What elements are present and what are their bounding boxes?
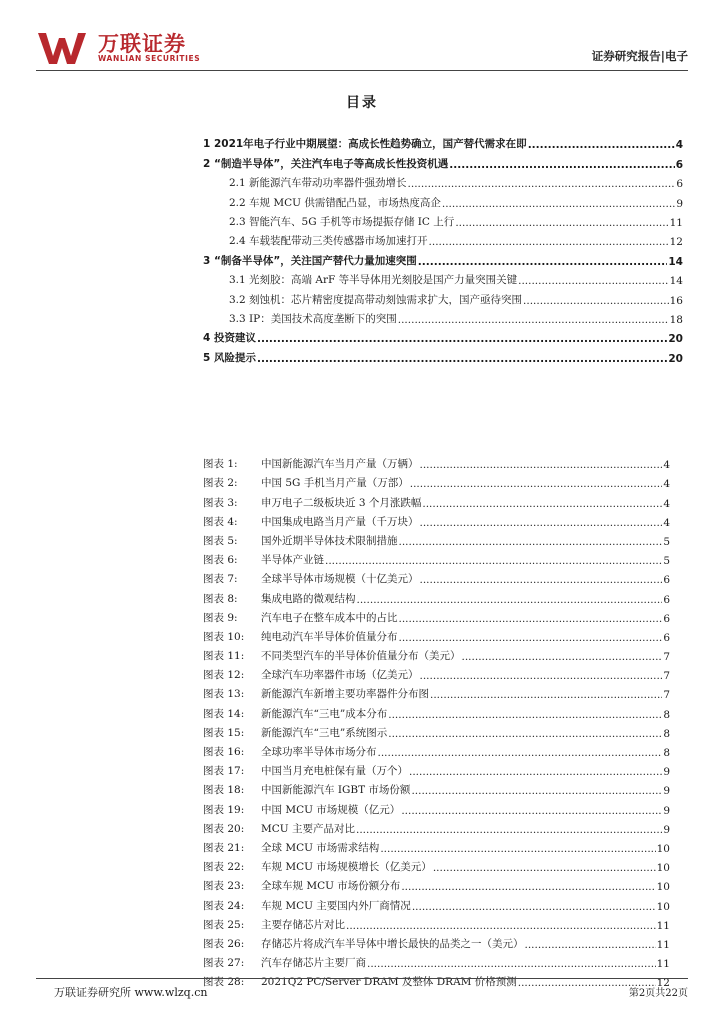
toc-leader-dots <box>455 217 668 229</box>
toc-entry-page: 14 <box>668 255 683 268</box>
figure-entry[interactable] <box>203 759 670 778</box>
figure-label: 图表 8: <box>203 592 238 605</box>
figure-page: 10 <box>656 881 670 894</box>
toc-entry-page: 20 <box>668 352 683 365</box>
figure-page: 8 <box>663 727 670 740</box>
figure-label: 图表 2: <box>203 477 238 490</box>
toc-entry-page: 20 <box>668 333 683 346</box>
figure-leader-dots <box>411 785 662 797</box>
toc-entry[interactable] <box>203 151 683 170</box>
toc-entry[interactable] <box>203 210 683 229</box>
figure-leader-dots <box>420 670 663 682</box>
footer-publisher: 万联证券研究所 www.wlzq.cn <box>54 986 208 999</box>
figure-title: 新能源汽车“三电”系统图示 <box>261 726 388 739</box>
figure-title: 纯电动汽车半导体价值量分布 <box>261 630 398 643</box>
figure-leader-dots <box>462 651 663 663</box>
figure-label: 图表 27: <box>203 957 245 970</box>
figure-title: 全球半导体市场规模（十亿美元） <box>261 573 419 586</box>
figure-title: 集成电路的微观结构 <box>261 592 356 605</box>
toc-entry-page: 18 <box>669 313 683 326</box>
figure-leader-dots <box>399 613 663 625</box>
figure-entry[interactable] <box>203 778 670 797</box>
toc-entry[interactable] <box>203 132 683 151</box>
figure-label: 图表 17: <box>203 765 245 778</box>
figure-entry[interactable] <box>203 682 670 701</box>
toc-entry-title: 2.3 智能汽车、5G 手机等市场提振存储 IC 上行 <box>229 215 455 228</box>
figure-entry[interactable] <box>203 855 670 874</box>
figure-leader-dots <box>380 843 655 855</box>
toc-entry-title: 4 投资建议 <box>203 332 256 345</box>
toc-leader-dots <box>442 198 675 210</box>
toc-entry-page: 12 <box>669 236 683 249</box>
figure-entry[interactable] <box>203 490 670 509</box>
figure-label: 图表 16: <box>203 746 245 758</box>
figure-leader-dots <box>346 920 656 932</box>
figure-page: 7 <box>663 670 670 683</box>
toc-leader-dots <box>418 256 668 268</box>
toc-leader-dots <box>257 353 667 365</box>
figure-page: 9 <box>663 766 670 779</box>
figure-label: 图表 25: <box>203 918 245 931</box>
figure-label: 图表 6: <box>203 554 238 567</box>
figure-entry[interactable] <box>203 471 670 490</box>
toc-leader-dots <box>398 314 669 326</box>
toc-entry-title: 2.1 新能源汽车带动功率器件强劲增长 <box>229 177 407 190</box>
figure-entry[interactable] <box>203 567 670 586</box>
figure-entry[interactable] <box>203 663 670 682</box>
report-type: 证券研究报告|电子 <box>591 49 688 63</box>
figure-leader-dots <box>367 958 656 970</box>
figure-label: 图表 7: <box>203 573 238 586</box>
figure-page: 11 <box>656 919 670 932</box>
toc-entry-page: 4 <box>675 139 683 152</box>
figure-leader-dots <box>410 478 663 490</box>
figure-entry[interactable] <box>203 510 670 529</box>
figure-page: 12 <box>656 977 670 990</box>
toc-leader-dots <box>523 295 669 307</box>
figure-leader-dots <box>399 632 663 644</box>
figure-title: 中国新能源汽车当月产量（万辆） <box>261 458 419 471</box>
toc-entry-title: 2 “制造半导体”，关注汽车电子等高成长性投资机遇 <box>203 157 449 170</box>
toc-entry[interactable] <box>203 287 683 306</box>
toc-entry[interactable] <box>203 229 683 248</box>
toc-leader-dots <box>528 139 675 151</box>
figure-page: 6 <box>663 612 670 625</box>
figure-label: 图表 22: <box>203 861 245 874</box>
figure-label: 图表 10: <box>203 630 245 643</box>
figure-title: 中国 MCU 市场规模（亿元） <box>261 803 401 816</box>
toc-title: 目录 <box>346 95 378 111</box>
toc-entry[interactable] <box>203 248 683 267</box>
page-header <box>36 28 688 68</box>
toc-entry-title: 3.3 IP：美国技术高度垄断下的突围 <box>229 312 397 325</box>
figure-page: 11 <box>656 938 670 951</box>
figure-page: 10 <box>656 900 670 913</box>
figure-entry[interactable] <box>203 606 670 625</box>
toc-entry-title: 3 “制备半导体”，关注国产替代力量加速突围 <box>203 254 417 267</box>
figure-leader-dots <box>420 574 663 586</box>
toc-leader-dots <box>429 236 669 248</box>
toc-leader-dots <box>408 178 676 190</box>
figure-leader-dots <box>378 747 663 759</box>
figure-leader-dots <box>433 862 656 874</box>
figure-label: 图表 23: <box>203 880 245 893</box>
figure-entry[interactable] <box>203 836 670 855</box>
figure-title: 存储芯片将成汽车半导体中增长最快的品类之一（美元） <box>261 937 524 950</box>
figure-page: 7 <box>663 651 670 664</box>
toc-entry-page: 6 <box>675 158 683 171</box>
figure-label: 图表 3: <box>203 496 238 509</box>
figure-leader-dots <box>356 824 662 836</box>
figure-title: 中国新能源汽车 IGBT 市场份额 <box>261 784 411 797</box>
figure-page: 10 <box>656 842 670 855</box>
header-divider <box>36 70 688 71</box>
figure-title: 半导体产业链 <box>261 554 324 567</box>
figure-page: 10 <box>656 862 670 875</box>
figure-leader-dots <box>399 536 663 548</box>
figure-entry[interactable] <box>203 970 670 989</box>
toc-entry-page: 11 <box>669 216 683 229</box>
figure-entry[interactable] <box>203 874 670 893</box>
figure-label: 图表 24: <box>203 899 245 912</box>
figure-label: 图表 18: <box>203 784 245 797</box>
figure-label: 图表 4: <box>203 515 238 528</box>
figure-page: 9 <box>663 823 670 836</box>
figure-leader-dots <box>430 689 662 701</box>
figure-label: 图表 19: <box>203 803 245 816</box>
figure-entry[interactable] <box>203 797 670 816</box>
toc-entry-page: 16 <box>669 294 683 307</box>
figure-page: 7 <box>663 689 670 702</box>
figure-title: 车规 MCU 主要国内外厂商情况 <box>261 899 411 912</box>
figure-page: 9 <box>663 804 670 817</box>
footer-divider <box>36 978 688 979</box>
figure-title: 新能源汽车新增主要功率器件分布图 <box>261 688 429 701</box>
figure-title: 汽车电子在整车成本中的占比 <box>261 611 398 624</box>
figure-label: 图表 1: <box>203 458 238 471</box>
figure-label: 图表 13: <box>203 688 245 701</box>
figure-page: 8 <box>663 747 670 759</box>
figure-label: 图表 15: <box>203 726 245 739</box>
figure-page: 8 <box>663 708 670 721</box>
figure-leader-dots <box>388 709 662 721</box>
toc-entry[interactable] <box>203 171 683 190</box>
figure-title: 中国集成电路当月产量（千万块） <box>261 515 419 528</box>
figure-page: 6 <box>663 593 670 606</box>
figure-title: 国外近期半导体技术限制措施 <box>261 534 398 547</box>
figure-leader-dots <box>412 901 656 913</box>
figure-entry[interactable] <box>203 893 670 912</box>
toc-entry[interactable] <box>203 268 683 287</box>
toc-entry[interactable] <box>203 307 683 326</box>
figure-leader-dots <box>388 728 662 740</box>
figure-label: 图表 11: <box>203 650 245 663</box>
figure-leader-dots <box>409 766 662 778</box>
figure-title: 不同类型汽车的半导体价值量分布（美元） <box>261 650 461 663</box>
figure-entry[interactable] <box>203 701 670 720</box>
figure-page: 5 <box>663 535 670 548</box>
figure-page: 4 <box>663 459 670 472</box>
toc-entry-page: 9 <box>676 197 683 210</box>
toc-leader-dots <box>518 275 669 287</box>
toc-entry-title: 5 风险提示 <box>203 351 256 364</box>
figure-title: 车规 MCU 市场规模增长（亿美元） <box>261 861 432 874</box>
figure-label: 图表 5: <box>203 534 238 547</box>
figure-label: 图表 12: <box>203 669 245 682</box>
figure-entry[interactable] <box>203 644 670 663</box>
toc-entry[interactable] <box>203 326 683 345</box>
figure-label: 图表 21: <box>203 841 245 854</box>
toc-leader-dots <box>449 159 674 171</box>
logo-chinese-name: 万联证券 <box>98 32 186 56</box>
figure-title: 主要存储芯片对比 <box>261 918 345 931</box>
toc-entry-page: 14 <box>669 275 683 288</box>
figure-entry[interactable] <box>203 625 670 644</box>
figure-entry[interactable] <box>203 740 670 759</box>
figure-entry[interactable] <box>203 932 670 951</box>
wanlian-logo-icon <box>36 30 92 66</box>
toc-entry-page: 6 <box>676 178 683 191</box>
figure-title: 全球汽车功率器件市场（亿美元） <box>261 669 419 682</box>
figure-title: 全球 MCU 市场需求结构 <box>261 841 380 854</box>
figure-leader-dots <box>420 517 663 529</box>
figure-leader-dots <box>325 555 662 567</box>
figure-page: 4 <box>663 478 670 491</box>
table-of-contents <box>203 132 683 365</box>
figure-entry[interactable] <box>203 817 670 836</box>
figure-title: 全球功率半导体市场分布 <box>261 746 377 758</box>
figure-entry[interactable] <box>203 452 670 471</box>
figure-page: 4 <box>663 497 670 510</box>
toc-entry-title: 2.4 车载装配带动三类传感器市场加速打开 <box>229 235 428 248</box>
figure-label: 图表 9: <box>203 611 238 624</box>
toc-entry-title: 1 2021年电子行业中期展望：高成长性趋势确立，国产替代需求在即 <box>203 138 527 151</box>
figure-entry[interactable] <box>203 913 670 932</box>
figure-label: 图表 14: <box>203 707 245 720</box>
figure-title: 汽车存储芯片主要厂商 <box>261 957 366 970</box>
figure-page: 4 <box>663 516 670 529</box>
figure-page: 6 <box>663 631 670 644</box>
figure-title: 申万电子二级板块近 3 个月涨跌幅 <box>261 496 422 509</box>
figure-entry[interactable] <box>203 529 670 548</box>
figure-label: 图表 20: <box>203 822 245 835</box>
figure-title: 2021Q2 PC/Server DRAM 及整体 DRAM 价格预测 <box>261 976 517 989</box>
figure-title: MCU 主要产品对比 <box>261 822 355 835</box>
figure-leader-dots <box>525 939 656 951</box>
figure-label: 图表 26: <box>203 937 245 950</box>
figure-page: 11 <box>656 958 670 971</box>
figure-leader-dots <box>401 881 655 893</box>
footer-page-number: 第2页共22页 <box>628 988 688 999</box>
figure-leader-dots <box>422 498 662 510</box>
figure-page: 9 <box>663 785 670 798</box>
figure-leader-dots <box>401 805 662 817</box>
toc-entry-title: 3.2 刻蚀机：芯片精密度提高带动刻蚀需求扩大，国产亟待突围 <box>229 293 523 306</box>
figure-leader-dots <box>357 594 663 606</box>
toc-entry-title: 3.1 光刻胶：高端 ArF 等半导体用光刻胶是国产力量突围关键 <box>229 274 518 287</box>
figure-page: 6 <box>663 574 670 587</box>
toc-entry[interactable] <box>203 190 683 209</box>
figure-entry[interactable] <box>203 721 670 740</box>
toc-leader-dots <box>257 333 667 345</box>
figure-title: 中国 5G 手机当月产量（万部） <box>261 477 409 490</box>
toc-entry[interactable] <box>203 345 683 364</box>
toc-entry-title: 2.2 车规 MCU 供需错配凸显，市场热度高企 <box>229 196 441 209</box>
figure-title: 中国当月充电桩保有量（万个） <box>261 765 408 778</box>
figure-title: 全球车规 MCU 市场份额分布 <box>261 880 401 893</box>
list-of-figures <box>203 452 670 989</box>
figure-label: 图表 28: <box>203 976 245 989</box>
figure-title: 新能源汽车“三电”成本分布 <box>261 707 388 720</box>
logo-english-name: WANLIAN SECURITIES <box>98 54 201 63</box>
figure-page: 5 <box>663 555 670 568</box>
figure-entry[interactable] <box>203 548 670 567</box>
figure-entry[interactable] <box>203 951 670 970</box>
figure-leader-dots <box>420 459 663 471</box>
figure-entry[interactable] <box>203 586 670 605</box>
